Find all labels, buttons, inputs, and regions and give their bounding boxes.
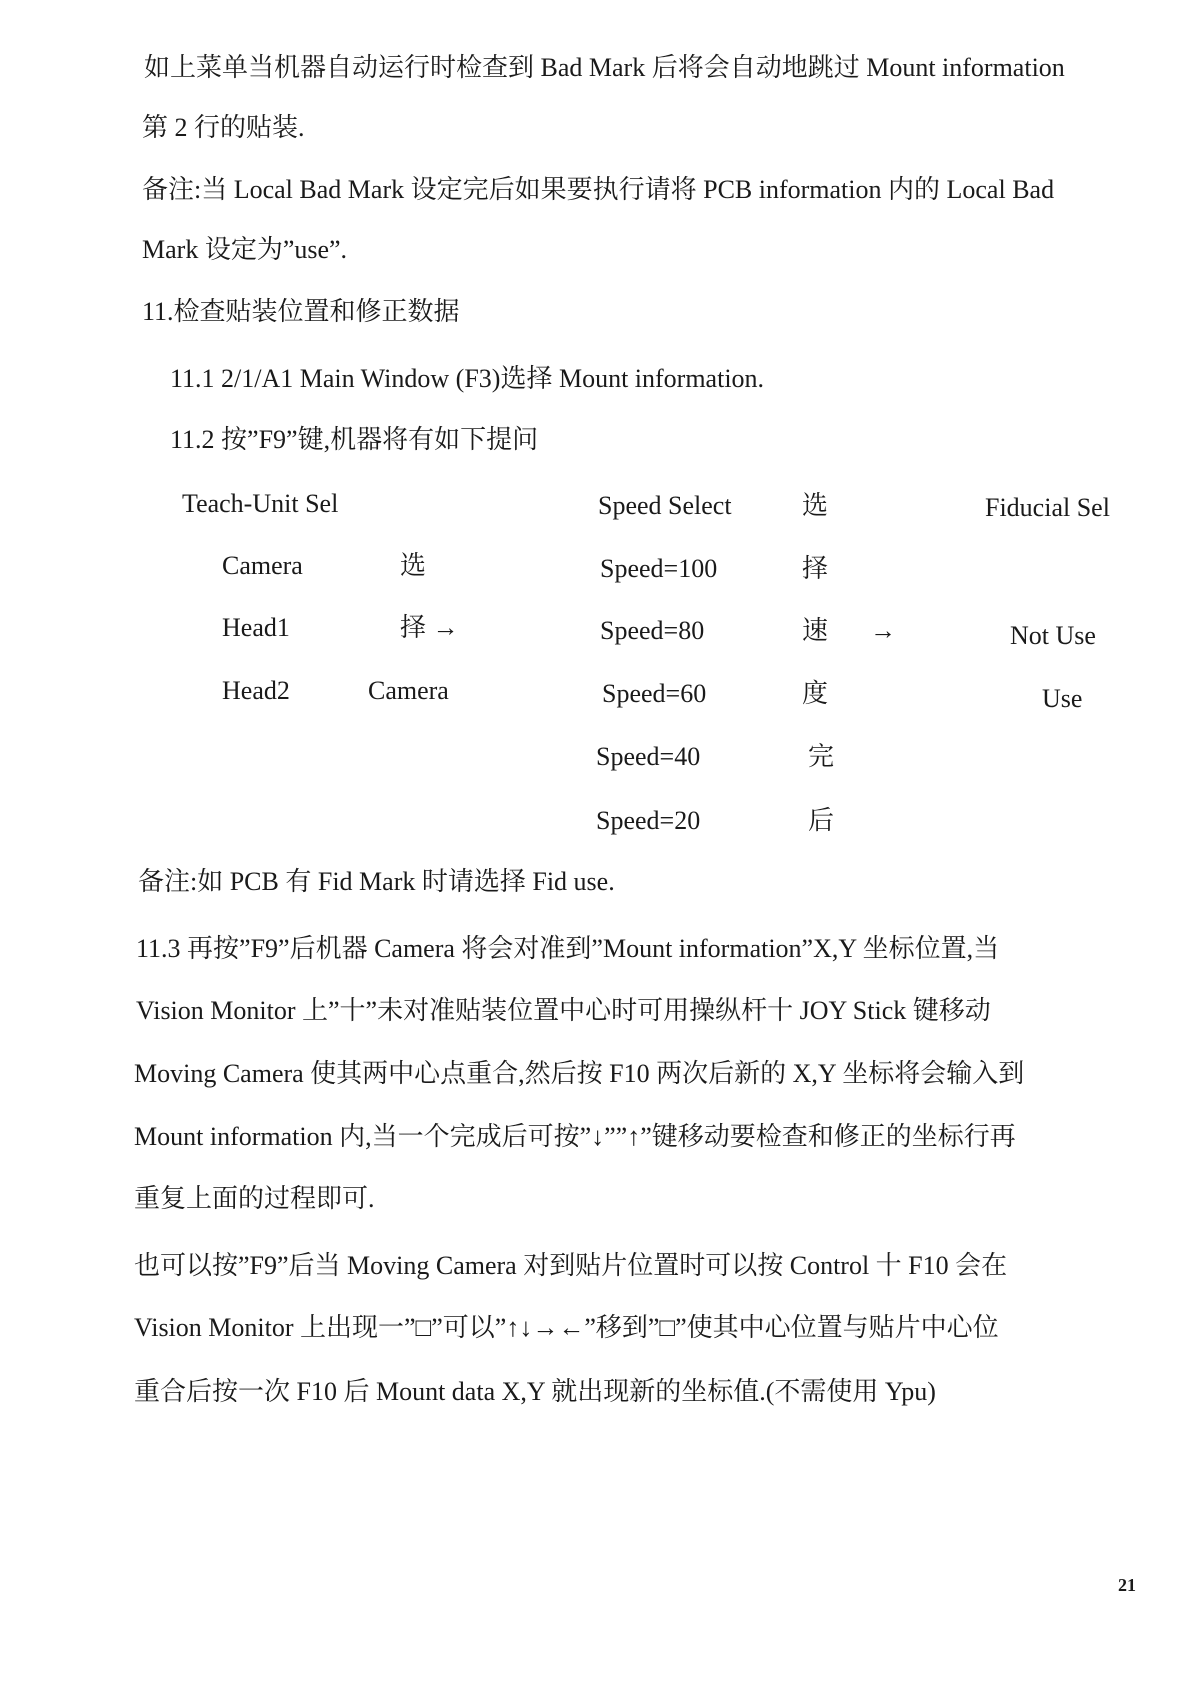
teach-unit-header: Teach-Unit Sel <box>182 489 339 518</box>
speed-side-label: 完 <box>808 742 835 771</box>
speed-side-label: 速 <box>802 616 829 645</box>
page-number: 21 <box>1118 1575 1136 1595</box>
speed-side-label: 择 <box>802 554 829 583</box>
speed-option: Speed=100 <box>600 554 718 583</box>
paragraph-text: Vision Monitor 上出现一”□”可以”↑↓→←”移到”□”使其中心位置与贴片中心位 <box>134 1313 999 1342</box>
paragraph-text: Moving Camera 使其两中心点重合,然后按 F10 两次后新的 X,Y 坐标将会输入到 <box>134 1059 1025 1088</box>
paragraph-line <box>136 995 1142 1027</box>
speed-option: Speed=60 <box>602 679 707 708</box>
paragraph-line: 第 2 行的贴装. <box>142 113 305 142</box>
paragraph-line <box>134 1312 1138 1344</box>
arrow-right-icon: → <box>870 616 896 645</box>
note-line: Mark 设定为”use”. <box>142 235 348 264</box>
paragraph-line <box>134 1058 1142 1090</box>
speed-side-label: 度 <box>802 679 829 708</box>
paragraph-text: 也可以按”F9”后当 Moving Camera 对到贴片位置时可以按 Control 十 F10 会在 <box>134 1251 1008 1280</box>
section-heading: 11.检查贴装位置和修正数据 <box>142 297 460 326</box>
paragraph-text: 11.3 再按”F9”后机器 Camera 将会对准到”Mount information”X,Y 坐标位置,当 <box>136 934 1000 963</box>
paragraph-text: 如上菜单当机器自动运行时检查到 Bad Mark 后将会自动地跳过 Mount information <box>144 53 1065 82</box>
teach-side-label: Camera <box>368 676 449 705</box>
paragraph-line <box>134 1121 1140 1153</box>
fiducial-option: Not Use <box>1010 621 1096 650</box>
teach-unit-option: Head1 <box>222 613 290 642</box>
step-11-2: 11.2 按”F9”键,机器将有如下提问 <box>170 425 539 454</box>
teach-side-label: 择 → <box>400 613 459 642</box>
speed-header: Speed Select <box>598 491 732 520</box>
fiducial-header: Fiducial Sel <box>985 493 1110 522</box>
paragraph-text: Vision Monitor 上”十”未对准贴装位置中心时可用操纵杆十 JOY Stick 键移动 <box>136 996 991 1025</box>
teach-unit-option: Camera <box>222 551 303 580</box>
teach-side-label: 选 <box>400 551 427 580</box>
speed-option: Speed=80 <box>600 616 705 645</box>
paragraph-line <box>136 933 1144 965</box>
paragraph-line <box>144 52 1154 84</box>
speed-option: Speed=40 <box>596 742 701 771</box>
paragraph-line <box>134 1250 1140 1282</box>
step-11-1: 11.1 2/1/A1 Main Window (F3)选择 Mount information. <box>170 364 765 393</box>
paragraph-text: Mount information 内,当一个完成后可按”↓””↑”键移动要检查和修正的坐标行再 <box>134 1122 1016 1151</box>
fiducial-option: Use <box>1042 684 1083 713</box>
note-line: 备注:当 Local Bad Mark 设定完后如果要执行请将 PCB information 内的 Local Bad <box>142 175 1055 204</box>
speed-side-label: 后 <box>808 806 835 835</box>
teach-unit-option: Head2 <box>222 676 290 705</box>
speed-side-label: 选 <box>802 491 829 520</box>
note-line: 备注:如 PCB 有 Fid Mark 时请选择 Fid use. <box>138 867 615 896</box>
paragraph-line: 重合后按一次 F10 后 Mount data X,Y 就出现新的坐标值.(不需使用 Ypu) <box>134 1377 936 1406</box>
paragraph-line: 重复上面的过程即可. <box>134 1184 375 1213</box>
speed-option: Speed=20 <box>596 806 701 835</box>
